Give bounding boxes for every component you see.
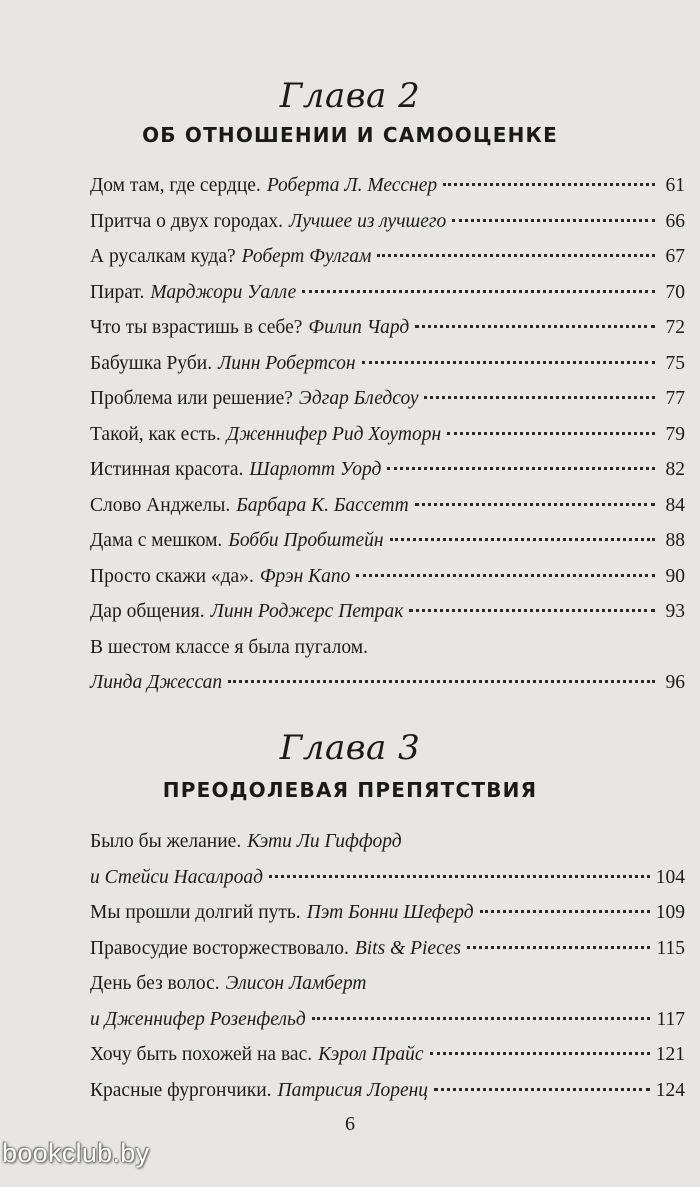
entry-title: Притча о двух городах.: [90, 210, 283, 232]
entry-title: Истинная красота.: [90, 459, 244, 480]
toc-entry[interactable]: [90, 523, 685, 559]
dot-leader: [387, 466, 655, 470]
entry-author: Линн Робертсон: [218, 352, 356, 374]
entry-page: 67: [665, 246, 685, 267]
chapter-3-subtitle: ПРЕОДОЛЕВАЯ ПРЕПЯТСТВИЯ: [162, 778, 538, 802]
dot-leader: [409, 608, 655, 612]
entry-author: Лучшее из лучшего: [289, 210, 447, 232]
dot-leader: [415, 324, 655, 328]
chapter-3-contents: [90, 824, 685, 1108]
entry-author: Линн Роджерс Петрак: [210, 601, 404, 622]
entry-title: Дама с мешком.: [90, 530, 223, 551]
entry-page: 79: [665, 423, 685, 445]
toc-entry[interactable]: [90, 594, 685, 630]
entry-page: 93: [665, 601, 685, 622]
entry-author: Кэти Ли Гиффорд: [247, 831, 402, 852]
entry-title: Такой, как есть.: [90, 423, 221, 445]
toc-entry[interactable]: [90, 630, 685, 701]
toc-entry[interactable]: [90, 239, 685, 275]
entry-page: 115: [656, 937, 685, 959]
chapter-2-contents: [90, 168, 685, 701]
dot-leader: [480, 909, 650, 913]
entry-title: Правосудие восторжествовало.: [90, 937, 349, 959]
entry-page: 70: [665, 281, 685, 303]
entry-author: Эдгар Бледсоу: [298, 388, 419, 409]
entry-title: Слово Анджелы.: [90, 494, 231, 516]
toc-entry[interactable]: [90, 895, 685, 931]
dot-leader: [377, 253, 655, 257]
dot-leader: [447, 431, 655, 435]
entry-page: 96: [665, 672, 685, 693]
entry-title: Дар общения.: [90, 601, 205, 622]
dot-leader: [312, 1016, 651, 1020]
entry-author: Роберта Л. Месснер: [266, 175, 438, 196]
dot-leader: [467, 945, 651, 949]
entry-title: Просто скажи «да».: [90, 565, 254, 587]
entry-author: Элисон Ламберт: [225, 973, 367, 994]
entry-author: Пэт Бонни Шеферд: [306, 902, 474, 923]
entry-page: 77: [665, 388, 685, 409]
toc-entry[interactable]: [90, 204, 685, 240]
entry-author: Кэрол Прайс: [318, 1044, 424, 1065]
entry-title: Было бы желание.: [90, 831, 242, 852]
entry-page: 61: [665, 175, 685, 196]
entry-author: Bits & Pieces: [354, 937, 461, 959]
chapter-2-subtitle: ОБ ОТНОШЕНИИ И САМООЦЕНКЕ: [142, 123, 558, 147]
toc-entry[interactable]: [90, 381, 685, 417]
entry-author: Бобби Пробштейн: [228, 530, 384, 551]
dot-leader: [390, 537, 655, 541]
dot-leader: [228, 679, 655, 683]
entry-title: Хочу быть похожей на вас.: [90, 1044, 313, 1065]
page-number: 6: [345, 1113, 355, 1135]
entry-author: Марджори Уалле: [150, 281, 297, 303]
entry-title: А русалкам куда?: [90, 246, 236, 267]
entry-title: Мы прошли долгий путь.: [90, 902, 301, 923]
dot-leader: [269, 874, 650, 878]
entry-author: Фрэн Капо: [259, 565, 351, 587]
dot-leader: [356, 573, 655, 577]
entry-page: 104: [655, 866, 685, 888]
entry-author: Дженнифер Рид Хоуторн: [226, 423, 442, 445]
entry-author: Барбара К. Бассетт: [236, 494, 409, 516]
entry-page: 124: [655, 1079, 685, 1101]
entry-title: Проблема или решение?: [90, 388, 293, 409]
dot-leader: [362, 360, 655, 364]
dot-leader: [302, 289, 655, 293]
entry-title: Пират.: [90, 281, 145, 303]
toc-entry[interactable]: [90, 488, 685, 524]
entry-coauthor: и Дженнифер Розенфельд: [90, 1008, 306, 1030]
dot-leader: [443, 182, 655, 186]
watermark: bookclub.by: [2, 1138, 150, 1168]
entry-page: 121: [655, 1044, 685, 1065]
toc-entry[interactable]: [90, 275, 685, 311]
toc-entry[interactable]: [90, 1073, 685, 1109]
toc-entry[interactable]: [90, 452, 685, 488]
entry-page: 84: [665, 494, 685, 516]
toc-entry[interactable]: [90, 559, 685, 595]
entry-author: Патрисия Лоренц: [277, 1079, 429, 1101]
toc-entry[interactable]: [90, 346, 685, 382]
entry-author: Шарлотт Уорд: [249, 459, 382, 480]
entry-page: 66: [665, 210, 685, 232]
toc-entry[interactable]: [90, 168, 685, 204]
entry-author: Линда Джессап: [90, 672, 223, 693]
dot-leader: [430, 1051, 650, 1055]
entry-page: 75: [665, 352, 685, 374]
entry-page: 82: [665, 459, 685, 480]
entry-page: 72: [665, 317, 685, 338]
entry-title: Что ты взрастишь в себе?: [90, 317, 303, 338]
toc-entry[interactable]: [90, 824, 685, 895]
entry-title: В шестом классе я была пугалом.: [90, 636, 368, 658]
entry-author: Роберт Фулгам: [241, 246, 372, 267]
entry-title: День без волос.: [90, 973, 220, 994]
entry-title: Красные фургончики.: [90, 1079, 272, 1101]
chapter-2-title: Глава 2: [279, 76, 421, 116]
entry-page: 88: [665, 530, 685, 551]
toc-entry[interactable]: [90, 966, 685, 1037]
entry-page: 109: [655, 902, 685, 923]
entry-title: Дом там, где сердце.: [90, 175, 261, 196]
dot-leader: [424, 395, 655, 399]
dot-leader: [415, 502, 655, 506]
entry-page: 90: [665, 565, 685, 587]
toc-entry[interactable]: [90, 310, 685, 346]
entry-author: Филип Чард: [308, 317, 410, 338]
entry-title: Бабушка Руби.: [90, 352, 213, 374]
toc-entry[interactable]: [90, 931, 685, 967]
toc-entry[interactable]: [90, 1037, 685, 1073]
toc-entry[interactable]: [90, 417, 685, 453]
dot-leader: [452, 218, 655, 222]
entry-page: 117: [656, 1008, 685, 1030]
chapter-3-title: Глава 3: [279, 728, 421, 768]
dot-leader: [434, 1087, 650, 1091]
entry-coauthor: и Стейси Насалроад: [90, 866, 264, 888]
